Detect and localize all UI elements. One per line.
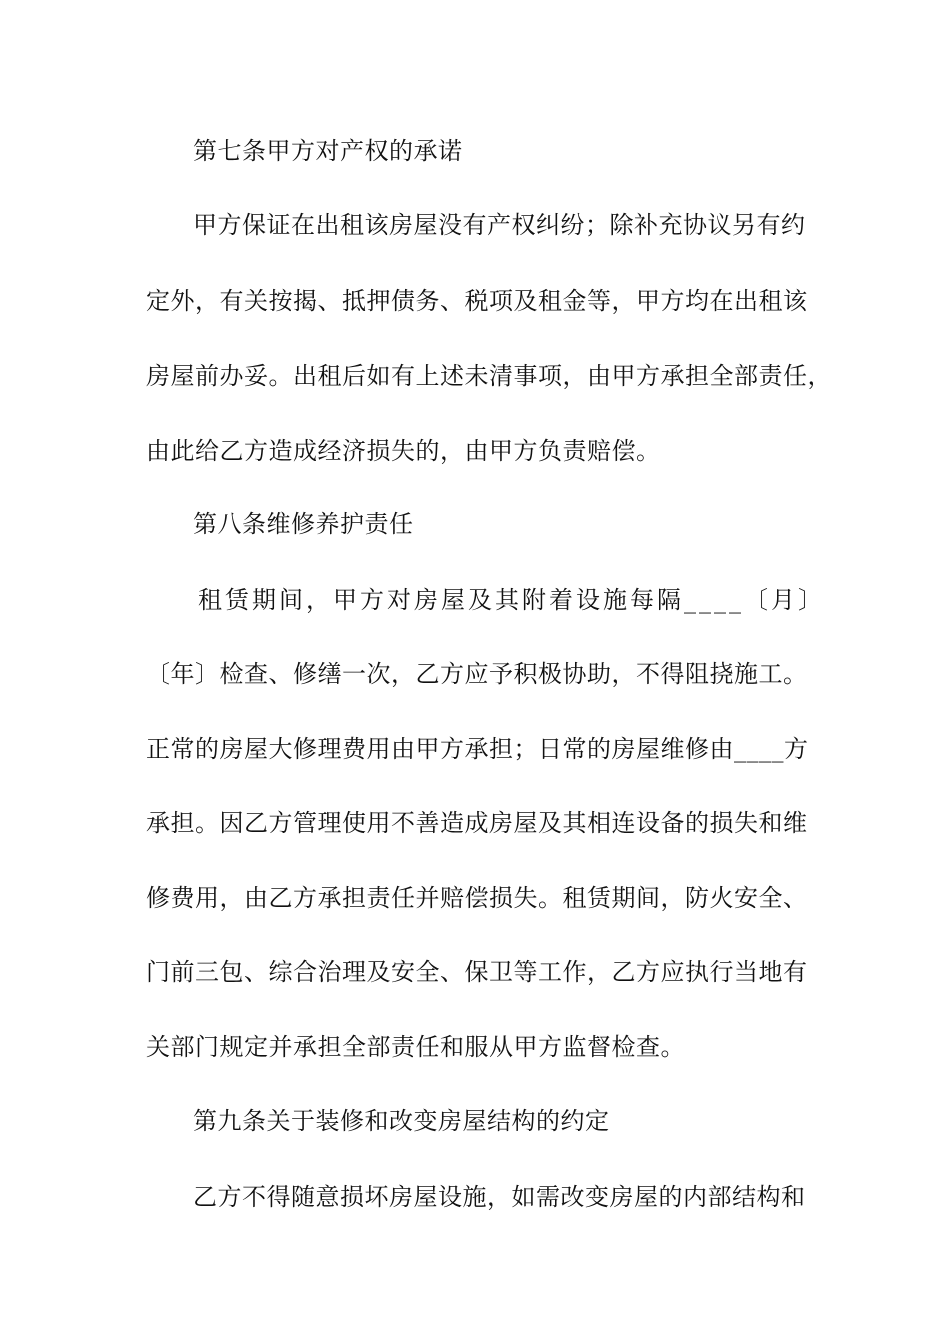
paragraph-line: 甲方保证在出租该房屋没有产权纠纷；除补充协议另有约 xyxy=(193,211,806,239)
paragraph-line: 正常的房屋大修理费用由甲方承担；日常的房屋维修由____方 xyxy=(146,735,809,763)
paragraph-line: 修费用，由乙方承担责任并赔偿损失。租赁期间，防火安全、 xyxy=(146,884,808,912)
paragraph-line: 租赁期间，甲方对房屋及其附着设施每隔____〔月〕 xyxy=(198,586,825,614)
paragraph-line: 关部门规定并承担全部责任和服从甲方监督检查。 xyxy=(146,1033,685,1061)
section-heading-9: 第九条关于装修和改变房屋结构的约定 xyxy=(193,1107,610,1135)
section-heading-8: 第八条维修养护责任 xyxy=(193,510,414,538)
section-heading-7: 第七条甲方对产权的承诺 xyxy=(193,137,463,165)
paragraph-line: 承担。因乙方管理使用不善造成房屋及其相连设备的损失和维 xyxy=(146,809,808,837)
paragraph-line: 门前三包、综合治理及安全、保卫等工作，乙方应执行当地有 xyxy=(146,958,808,986)
paragraph-line: 定外，有关按揭、抵押债务、税项及租金等，甲方均在出租该 xyxy=(146,287,808,315)
paragraph-line: 由此给乙方造成经济损失的，由甲方负责赔偿。 xyxy=(146,437,661,465)
paragraph-line: 〔年〕检查、修缮一次，乙方应予积极协助，不得阻挠施工。 xyxy=(146,660,808,688)
paragraph-line: 房屋前办妥。出租后如有上述未清事项，由甲方承担全部责任， xyxy=(146,362,832,390)
paragraph-line: 乙方不得随意损坏房屋设施，如需改变房屋的内部结构和 xyxy=(193,1183,806,1211)
